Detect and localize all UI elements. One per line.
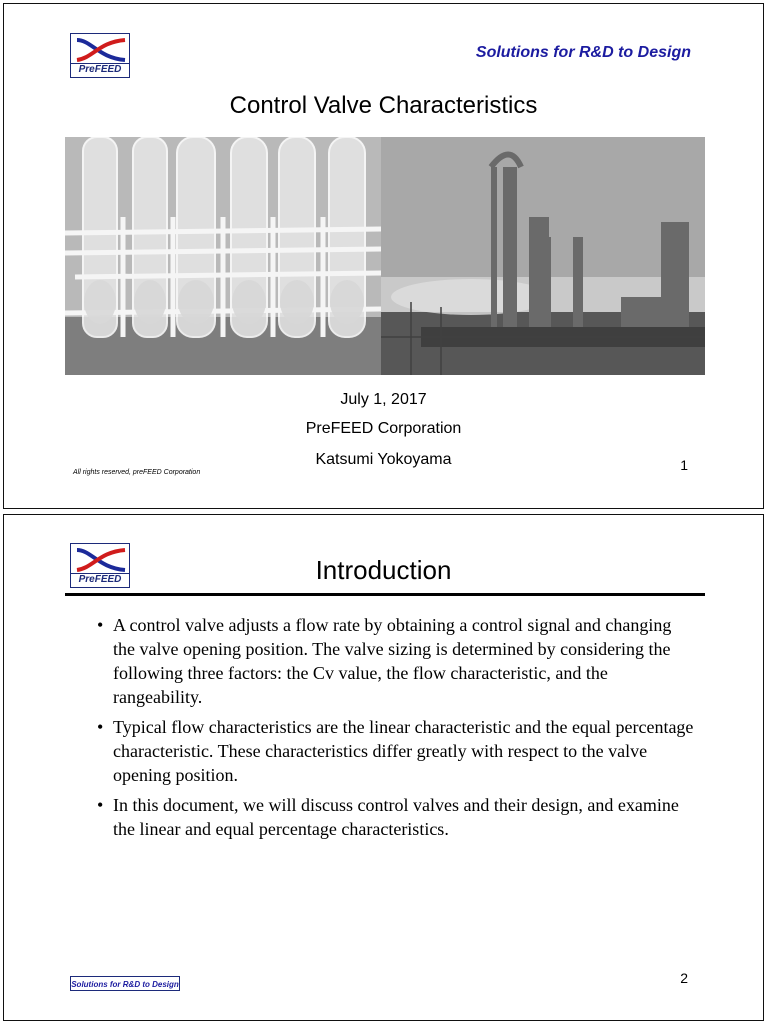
slide-2 xyxy=(3,514,764,1021)
logo-text: PreFEED xyxy=(71,63,129,76)
slide-1 xyxy=(3,3,764,509)
bullet-item xyxy=(95,715,695,787)
chemical-plant-photo xyxy=(381,137,705,375)
organization-name: PreFEED Corporation xyxy=(305,420,462,437)
slide-title: Introduction xyxy=(315,555,452,585)
lab-test-tubes-photo xyxy=(65,137,381,375)
bullet-item xyxy=(95,793,695,841)
bullet-text: In this document, we will discuss control valves and their design, and examine the linear and equal percentage characteristics. xyxy=(113,795,679,839)
copyright-notice: All rights reserved, preFEED Corporation xyxy=(73,469,201,476)
footer-tagline: Solutions for R&D to Design xyxy=(70,976,180,991)
bullet-list xyxy=(95,613,695,847)
bullet-icon: • xyxy=(97,717,104,737)
prefeed-logo-icon xyxy=(75,36,127,64)
test-tubes-illustration xyxy=(65,137,381,375)
page-number: 2 xyxy=(680,970,688,986)
page-number: 1 xyxy=(680,457,688,473)
chemical-plant-illustration xyxy=(381,137,705,375)
bullet-item xyxy=(95,613,695,709)
bullet-text: A control valve adjusts a flow rate by obtaining a control signal and changing the valve opening position. The valve sizing is determined by considering the following three factors: the Cv value, the flow characteristic, and the rangeability. xyxy=(113,615,672,707)
bullet-text: Typical flow characteristics are the linear characteristic and the equal percentage characteristic. These characteristics differ greatly with respect to the valve opening position. xyxy=(113,717,694,785)
bullet-icon: • xyxy=(97,795,104,815)
bullet-icon: • xyxy=(97,615,104,635)
author-name: Katsumi Yokoyama xyxy=(315,451,452,468)
logo-text: PreFEED xyxy=(71,573,129,586)
presentation-date: July 1, 2017 xyxy=(340,391,427,408)
title-divider xyxy=(65,593,705,596)
prefeed-logo xyxy=(70,33,130,78)
slide-title: Control Valve Characteristics xyxy=(229,92,538,119)
tagline: Solutions for R&D to Design xyxy=(475,44,691,61)
